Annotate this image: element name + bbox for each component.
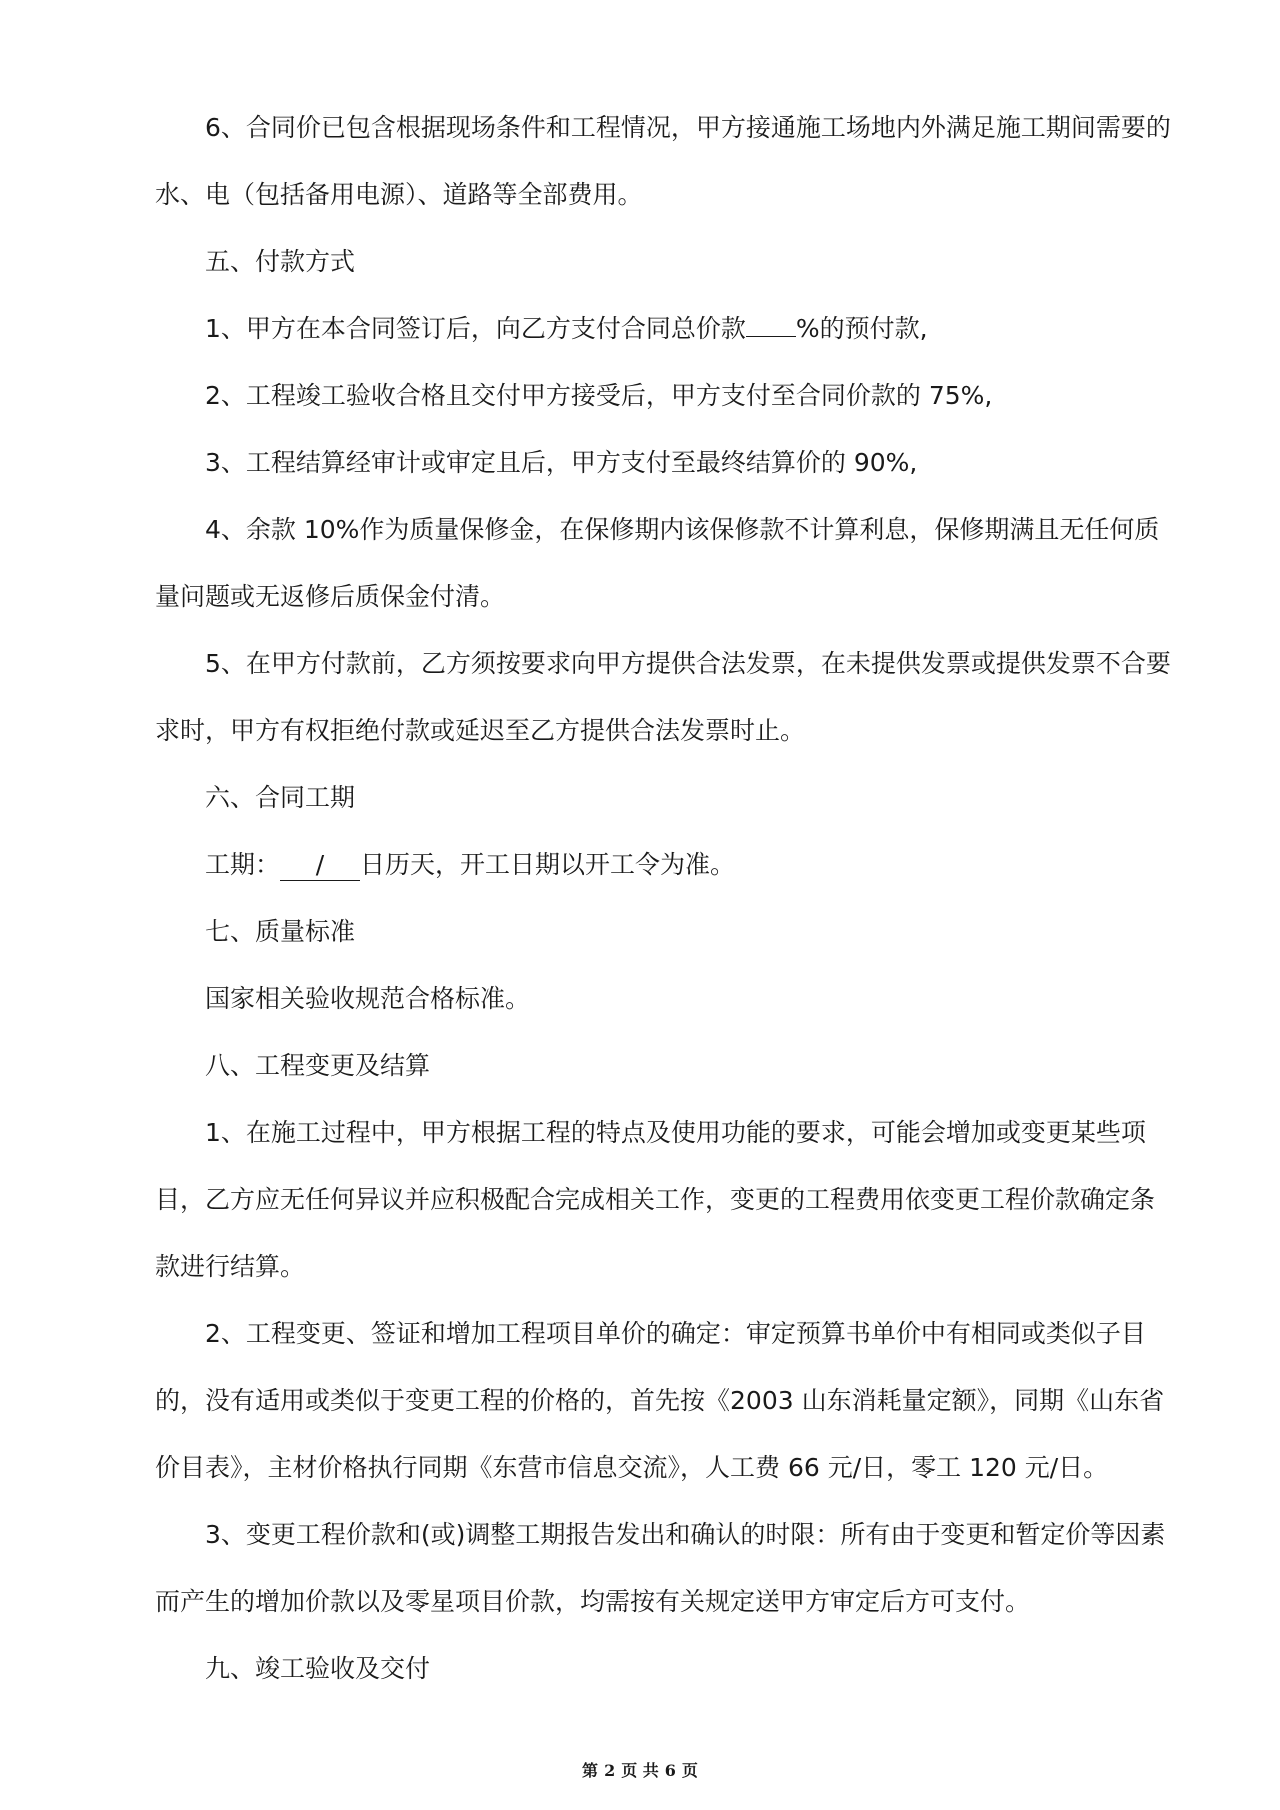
payment-clause-4: 4、余款 10%作为质量保修金，在保修期内该保修款不计算利息，保修期满且无任何质量问题或无返修后质保金付清。: [155, 515, 1160, 611]
advance-percent-blank: [746, 336, 796, 337]
payment-clause-5: 5、在甲方付款前，乙方须按要求向甲方提供合法发票，在未提供发票或提供发票不合要求时，甲方有权拒绝付款或延迟至乙方提供合法发票时止。: [155, 649, 1171, 745]
payment-clause-1-suffix: %的预付款,: [795, 314, 928, 343]
footer-middle: 页 共: [621, 1761, 659, 1780]
clause-6-utilities: 6、合同价已包含根据现场条件和工程情况，甲方接通施工场地内外满足施工期间需要的水、电（包括备用电源）、道路等全部费用。: [155, 113, 1171, 209]
section-heading-acceptance: 九、竣工验收及交付: [205, 1654, 431, 1683]
page-footer: [0, 1758, 1280, 1781]
payment-clause-2: 2、工程竣工验收合格且交付甲方接受后，甲方支付至合同价款的 75%,: [205, 381, 993, 410]
change-clause-2: 2、工程变更、签证和增加工程项目单价的确定：审定预算书单价中有相同或类似子目的，没有适用或类似于变更工程的价格的，首先按《2003 山东消耗量定额》，同期《山东省价目表》，主材价格执行同期《东营市信息交流》，人工费 66 元/日，零工 120 元/日。: [155, 1319, 1165, 1482]
quality-standard: 国家相关验收规范合格标准。: [205, 984, 531, 1013]
change-clause-3: 3、变更工程价款和(或)调整工期报告发出和确认的时限：所有由于变更和暂定价等因素而产生的增加价款以及零星项目价款，均需按有关规定送甲方审定后方可支付。: [155, 1520, 1166, 1616]
footer-prefix: 第: [582, 1761, 599, 1780]
construction-period-text: 日历天，开工日期以开工令为准。: [360, 850, 736, 879]
section-heading-quality: 七、质量标准: [205, 917, 356, 946]
section-heading-period: 六、合同工期: [205, 783, 356, 812]
document-body: [155, 94, 1175, 1702]
payment-clause-1-text: 1、甲方在本合同签订后，向乙方支付合同总价款: [205, 314, 746, 343]
footer-current-page: 2: [604, 1761, 616, 1780]
change-clause-1: 1、在施工过程中，甲方根据工程的特点及使用功能的要求，可能会增加或变更某些项目，乙方应无任何异议并应积极配合完成相关工作，变更的工程费用依变更工程价款确定条款进行结算。: [155, 1118, 1156, 1281]
footer-suffix: 页: [681, 1761, 698, 1780]
payment-clause-1: [155, 295, 1175, 362]
footer-total-pages: 6: [664, 1761, 676, 1780]
section-heading-changes: 八、工程变更及结算: [205, 1051, 431, 1080]
construction-period-label: 工期：: [205, 850, 281, 879]
payment-clause-3: 3、工程结算经审计或审定且后，甲方支付至最终结算价的 90%,: [205, 448, 918, 477]
section-heading-payment: 五、付款方式: [205, 247, 356, 276]
period-days-blank: /: [280, 850, 360, 881]
construction-period: [155, 831, 1175, 898]
